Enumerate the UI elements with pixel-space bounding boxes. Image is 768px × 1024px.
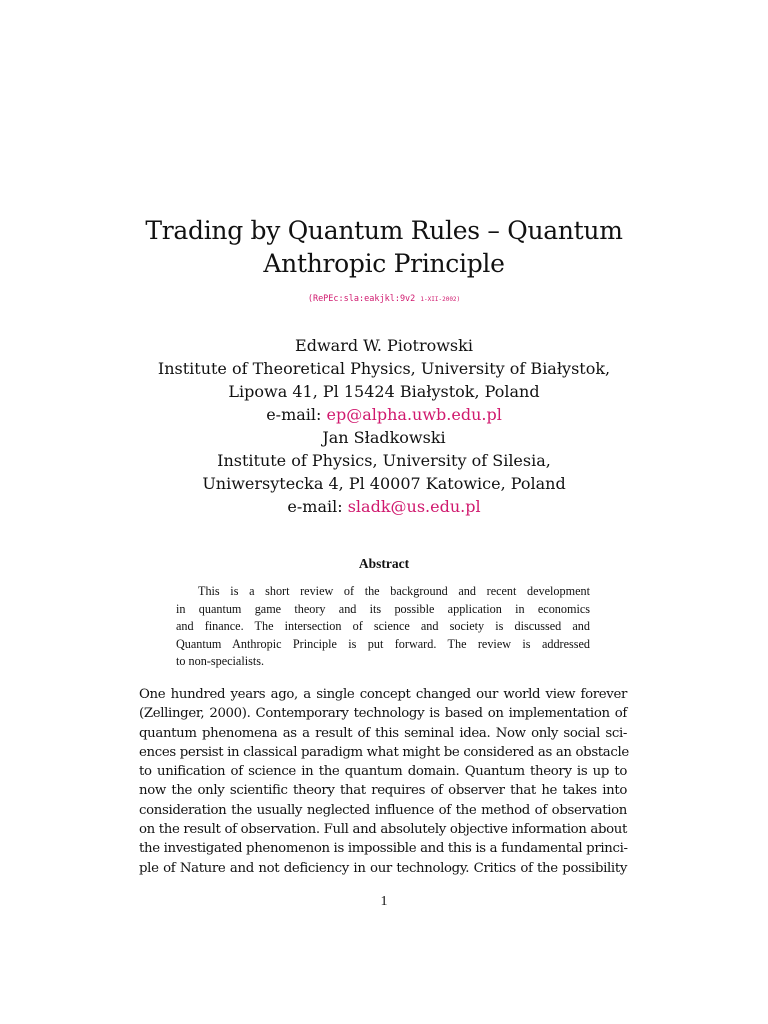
abstract-body — [176, 583, 590, 671]
author-name-1: Edward W. Piotrowski — [295, 336, 473, 355]
body-line: (Zellinger, 2000). Contemporary technology is based on implementation of — [139, 706, 627, 722]
repec-identifier — [0, 294, 768, 304]
abstract-line: Quantum Anthropic Principle is put forward. The review is addressed — [176, 636, 590, 651]
body-line: ences persist in classical paradigm what might be considered as an obstacle — [139, 744, 629, 760]
title-line-1: Trading by Quantum Rules – Quantum — [145, 216, 623, 245]
email-label-2: e-mail: — [287, 497, 348, 516]
email-label-1: e-mail: — [266, 405, 327, 424]
author-affiliation-2: Institute of Physics, University of Silesia, — [217, 451, 551, 470]
body-line: One hundred years ago, a single concept changed our world view forever — [139, 687, 627, 702]
body-line: now the only scientific theory that requires of observer that he takes into — [139, 783, 627, 799]
body-line: the investigated phenomenon is impossible and this is a fundamental princi- — [139, 841, 628, 857]
main-body-text — [139, 685, 627, 878]
author-email-line-2 — [0, 495, 768, 518]
paper-title — [0, 214, 768, 280]
abstract-heading: Abstract — [358, 556, 410, 571]
body-line: on the result of observation. Full and absolutely objective information about — [139, 822, 627, 838]
title-line-2: Anthropic Principle — [263, 249, 505, 278]
abstract-line: to non-specialists. — [176, 654, 265, 669]
body-line: quantum phenomena as a result of this seminal idea. Now only social sci- — [139, 725, 627, 741]
author-block — [0, 334, 768, 518]
abstract-line: and finance. The intersection of science and society is discussed and — [176, 619, 590, 634]
author-address-1: Lipowa 41, Pl 15424 Białystok, Poland — [228, 382, 540, 401]
repec-date: 1-XII-2002) — [420, 296, 461, 303]
body-line: consideration the usually neglected influence of the method of observation — [139, 802, 627, 818]
page-number: 1 — [380, 894, 388, 909]
abstract-line: This is a short review of the background and recent development — [198, 584, 590, 598]
body-line: ple of Nature and not deficiency in our technology. Critics of the possibility — [139, 860, 627, 876]
email-link-2[interactable]: sladk@us.edu.pl — [347, 497, 481, 516]
author-name-2: Jan Sładkowski — [322, 428, 446, 447]
email-link-1[interactable]: ep@alpha.uwb.edu.pl — [326, 405, 502, 424]
body-line: to unification of science in the quantum domain. Quantum theory is up to — [139, 764, 627, 780]
author-email-line-1 — [0, 403, 768, 426]
author-address-2: Uniwersytecka 4, Pl 40007 Katowice, Poland — [202, 474, 566, 493]
author-affiliation-1: Institute of Theoretical Physics, University of Białystok, — [157, 359, 611, 378]
abstract-line: in quantum game theory and its possible application in economics — [176, 601, 590, 616]
repec-id: (RePEc:sla:eakjkl:9v2 — [307, 294, 416, 304]
